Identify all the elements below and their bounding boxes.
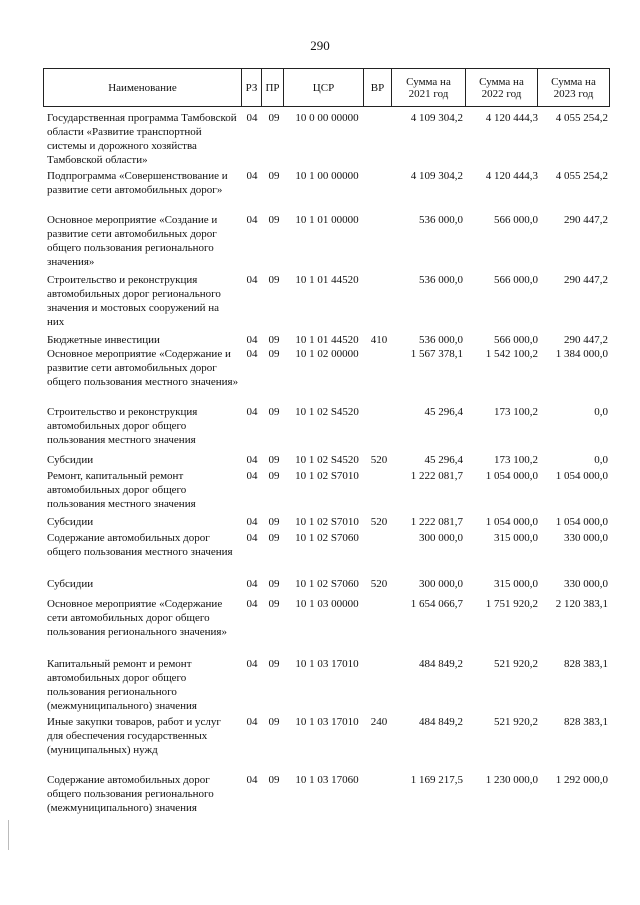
cell-name: Содержание автомобильных дорог общего пользования регионального (межмуниципального) значения bbox=[47, 774, 214, 814]
cell-name: Ремонт, капитальный ремонт автомобильных дорог общего пользования местного значения bbox=[47, 470, 196, 510]
cell-name: Основное мероприятие «Содержание и развитие сети автомобильных дорог общего пользования местного значения» bbox=[47, 348, 239, 388]
cell-rz: 04 bbox=[246, 214, 258, 226]
header-csr: ЦСР bbox=[284, 69, 364, 106]
cell-s3: 290 447,2 bbox=[564, 274, 608, 286]
cell-s1: 484 849,2 bbox=[419, 716, 463, 728]
page-number: 290 bbox=[310, 38, 330, 53]
cell-name: Содержание автомобильных дорог общего пользования местного значения bbox=[47, 532, 233, 558]
cell-csr: 10 1 03 17010 bbox=[295, 658, 359, 670]
cell-pr: 09 bbox=[268, 112, 280, 124]
cell-name: Основное мероприятие «Содержание сети автомобильных дорог общего пользования регионального значения» bbox=[47, 598, 227, 638]
cell-pr: 09 bbox=[268, 470, 280, 482]
cell-name: Государственная программа Тамбовской области «Развитие транспортной системы и дорожного хозяйства Тамбовской области» bbox=[47, 112, 237, 166]
cell-rz: 04 bbox=[246, 274, 258, 286]
header-rz: РЗ bbox=[242, 69, 262, 106]
cell-pr: 09 bbox=[268, 454, 280, 466]
cell-pr: 09 bbox=[268, 214, 280, 226]
cell-s2: 566 000,0 bbox=[494, 334, 538, 346]
cell-csr: 10 1 02 S7060 bbox=[295, 578, 359, 590]
scan-edge-mark bbox=[8, 820, 9, 850]
cell-s3: 2 120 383,1 bbox=[555, 598, 608, 610]
cell-s1: 300 000,0 bbox=[419, 532, 463, 544]
cell-s2: 1 054 000,0 bbox=[485, 516, 538, 528]
cell-s3: 330 000,0 bbox=[564, 532, 608, 544]
cell-s3: 1 292 000,0 bbox=[555, 774, 608, 786]
cell-csr: 10 1 00 00000 bbox=[295, 170, 359, 182]
cell-csr: 10 1 01 44520 bbox=[295, 274, 359, 286]
cell-csr: 10 1 02 S7010 bbox=[295, 470, 359, 482]
cell-rz: 04 bbox=[246, 470, 258, 482]
cell-vr: 410 bbox=[370, 334, 388, 346]
cell-name: Капитальный ремонт и ремонт автомобильных дорог общего пользования регионального (межмуниципального) значения bbox=[47, 658, 197, 712]
cell-csr: 10 1 02 S4520 bbox=[295, 406, 359, 418]
cell-name: Бюджетные инвестиции bbox=[47, 334, 160, 346]
cell-s1: 4 109 304,2 bbox=[410, 112, 463, 124]
cell-s1: 300 000,0 bbox=[419, 578, 463, 590]
cell-name: Субсидии bbox=[47, 454, 94, 466]
cell-s3: 4 055 254,2 bbox=[555, 112, 608, 124]
cell-pr: 09 bbox=[268, 334, 280, 346]
cell-rz: 04 bbox=[246, 334, 258, 346]
cell-s1: 1 654 066,7 bbox=[410, 598, 463, 610]
header-vr: ВР bbox=[364, 69, 392, 106]
cell-s3: 1 384 000,0 bbox=[555, 348, 608, 360]
header-sum-2021: Сумма на 2021 год bbox=[392, 69, 466, 106]
cell-s1: 1 169 217,5 bbox=[410, 774, 463, 786]
cell-s1: 536 000,0 bbox=[419, 334, 463, 346]
cell-rz: 04 bbox=[246, 658, 258, 670]
cell-s3: 290 447,2 bbox=[564, 334, 608, 346]
cell-rz: 04 bbox=[246, 516, 258, 528]
cell-s2: 1 230 000,0 bbox=[485, 774, 538, 786]
cell-csr: 10 1 02 00000 bbox=[295, 348, 359, 360]
cell-csr: 10 0 00 00000 bbox=[295, 112, 359, 124]
header-pr: ПР bbox=[262, 69, 284, 106]
cell-s1: 45 296,4 bbox=[424, 406, 463, 418]
cell-pr: 09 bbox=[268, 274, 280, 286]
cell-s2: 1 542 100,2 bbox=[485, 348, 538, 360]
cell-csr: 10 1 03 17060 bbox=[295, 774, 359, 786]
cell-name: Иные закупки товаров, работ и услуг для обеспечения государственных (муниципальных) нужд bbox=[47, 716, 221, 756]
header-name: Наименование bbox=[44, 69, 242, 106]
cell-s2: 4 120 444,3 bbox=[485, 170, 538, 182]
cell-s2: 1 054 000,0 bbox=[485, 470, 538, 482]
cell-s1: 45 296,4 bbox=[424, 454, 463, 466]
cell-s3: 0,0 bbox=[594, 406, 608, 418]
cell-s3: 828 383,1 bbox=[564, 716, 608, 728]
cell-s3: 828 383,1 bbox=[564, 658, 608, 670]
cell-pr: 09 bbox=[268, 170, 280, 182]
cell-name: Строительство и реконструкция автомобильных дорог регионального значения и мостовых сооружений на них bbox=[47, 274, 221, 328]
cell-s2: 566 000,0 bbox=[494, 274, 538, 286]
cell-s2: 566 000,0 bbox=[494, 214, 538, 226]
cell-s1: 1 222 081,7 bbox=[410, 470, 463, 482]
cell-s1: 484 849,2 bbox=[419, 658, 463, 670]
cell-csr: 10 1 02 S7060 bbox=[295, 532, 359, 544]
cell-s2: 4 120 444,3 bbox=[485, 112, 538, 124]
table-header bbox=[43, 68, 610, 107]
cell-rz: 04 bbox=[246, 170, 258, 182]
cell-s2: 521 920,2 bbox=[494, 658, 538, 670]
cell-pr: 09 bbox=[268, 716, 280, 728]
cell-rz: 04 bbox=[246, 532, 258, 544]
cell-pr: 09 bbox=[268, 516, 280, 528]
cell-vr: 520 bbox=[370, 578, 388, 590]
cell-s1: 1 567 378,1 bbox=[410, 348, 463, 360]
cell-s2: 173 100,2 bbox=[494, 406, 538, 418]
cell-vr: 240 bbox=[370, 716, 388, 728]
cell-s1: 1 222 081,7 bbox=[410, 516, 463, 528]
cell-name: Субсидии bbox=[47, 516, 94, 528]
cell-pr: 09 bbox=[268, 532, 280, 544]
header-sum-2023: Сумма на 2023 год bbox=[551, 75, 596, 100]
cell-name: Строительство и реконструкция автомобильных дорог общего пользования местного значения bbox=[47, 406, 198, 446]
cell-rz: 04 bbox=[246, 406, 258, 418]
cell-rz: 04 bbox=[246, 716, 258, 728]
cell-s2: 521 920,2 bbox=[494, 716, 538, 728]
cell-csr: 10 1 03 17010 bbox=[295, 716, 359, 728]
cell-s3: 0,0 bbox=[594, 454, 608, 466]
cell-s2: 173 100,2 bbox=[494, 454, 538, 466]
cell-pr: 09 bbox=[268, 774, 280, 786]
cell-s2: 315 000,0 bbox=[494, 578, 538, 590]
cell-s3: 1 054 000,0 bbox=[555, 470, 608, 482]
cell-vr: 520 bbox=[370, 516, 388, 528]
cell-s1: 536 000,0 bbox=[419, 214, 463, 226]
cell-name: Подпрограмма «Совершенствование и развитие сети автомобильных дорог» bbox=[47, 170, 228, 196]
cell-name: Основное мероприятие «Создание и развитие сети автомобильных дорог общего пользования регионального значения» bbox=[47, 214, 218, 268]
header-sum-2022: Сумма на 2022 год bbox=[466, 69, 538, 106]
cell-rz: 04 bbox=[246, 348, 258, 360]
cell-csr: 10 1 02 S7010 bbox=[295, 516, 359, 528]
cell-vr: 520 bbox=[370, 454, 388, 466]
cell-rz: 04 bbox=[246, 774, 258, 786]
cell-pr: 09 bbox=[268, 578, 280, 590]
cell-s1: 536 000,0 bbox=[419, 274, 463, 286]
cell-pr: 09 bbox=[268, 348, 280, 360]
cell-pr: 09 bbox=[268, 406, 280, 418]
cell-rz: 04 bbox=[246, 112, 258, 124]
cell-s2: 315 000,0 bbox=[494, 532, 538, 544]
cell-s3: 4 055 254,2 bbox=[555, 170, 608, 182]
cell-pr: 09 bbox=[268, 598, 280, 610]
cell-csr: 10 1 03 00000 bbox=[295, 598, 359, 610]
cell-name: Субсидии bbox=[47, 578, 94, 590]
cell-rz: 04 bbox=[246, 598, 258, 610]
cell-s3: 330 000,0 bbox=[564, 578, 608, 590]
cell-s2: 1 751 920,2 bbox=[485, 598, 538, 610]
cell-rz: 04 bbox=[246, 578, 258, 590]
cell-s3: 290 447,2 bbox=[564, 214, 608, 226]
cell-pr: 09 bbox=[268, 658, 280, 670]
cell-csr: 10 1 01 44520 bbox=[295, 334, 359, 346]
cell-s3: 1 054 000,0 bbox=[555, 516, 608, 528]
cell-s1: 4 109 304,2 bbox=[410, 170, 463, 182]
cell-csr: 10 1 02 S4520 bbox=[295, 454, 359, 466]
cell-rz: 04 bbox=[246, 454, 258, 466]
cell-csr: 10 1 01 00000 bbox=[295, 214, 359, 226]
